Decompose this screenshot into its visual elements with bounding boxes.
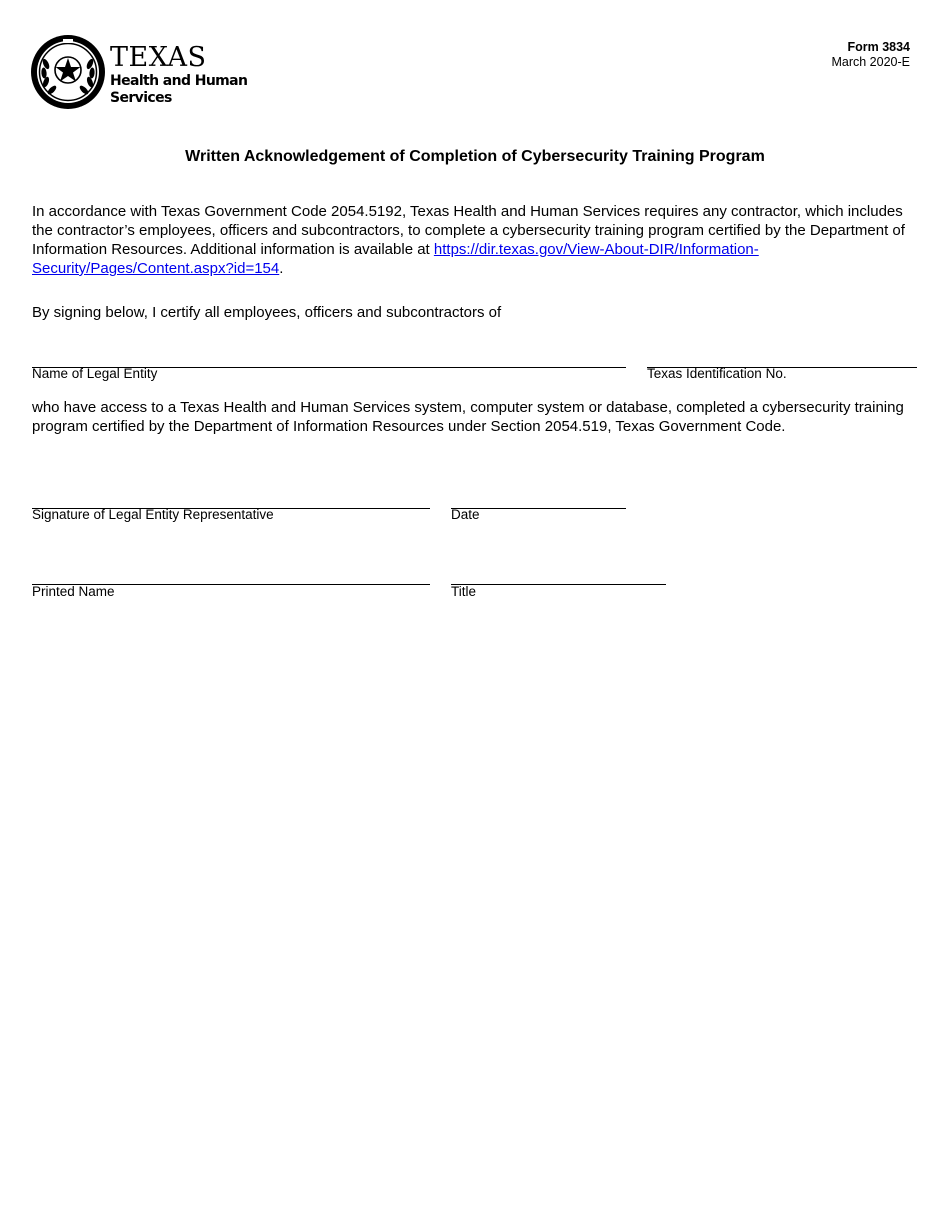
agency-name-texas: TEXAS [110,42,207,73]
printed-name-label: Printed Name [32,584,115,599]
legal-entity-name-label: Name of Legal Entity [32,366,158,381]
intro-end: . [279,260,284,277]
texas-seal-logo [30,34,106,110]
dir-info-link[interactable]: https://dir.texas.gov/View-About-DIR/Information-Security/Pages/Content.aspx?id=154 [32,241,759,277]
intro-text: In accordance with Texas Government Code 2054.5192, Texas Health and Human Services requires any contractor, which includes the contractor’s employees, officers and subcontractors, to complete a cybersecurity training program certified by the Department of Information Resources. Additional information is available at [32,203,905,258]
signature-label: Signature of Legal Entity Representative [32,507,274,522]
date-label: Date [451,507,480,522]
form-revision-date: March 2020-E [831,55,910,69]
agency-name-line2: Health and Human [110,73,248,89]
title-label: Title [451,584,477,599]
agency-wordmark [110,44,247,107]
access-paragraph: who have access to a Texas Health and Human Services system, computer system or database, completed a cybersecurity training program certified by the Department of Information Resources under Section 2054.519, Texas Government Code. [32,399,904,435]
certify-paragraph: By signing below, I certify all employees, officers and subcontractors of [32,304,502,321]
intro-paragraph [32,202,912,278]
page-title: Written Acknowledgement of Completion of Cybersecurity Training Program [185,148,765,165]
form-identifier [831,40,910,70]
form-number: Form 3834 [847,40,910,54]
title-field[interactable] [451,584,666,585]
texas-identification-label: Texas Identification No. [647,366,787,381]
agency-name-line3: Services [110,90,172,106]
